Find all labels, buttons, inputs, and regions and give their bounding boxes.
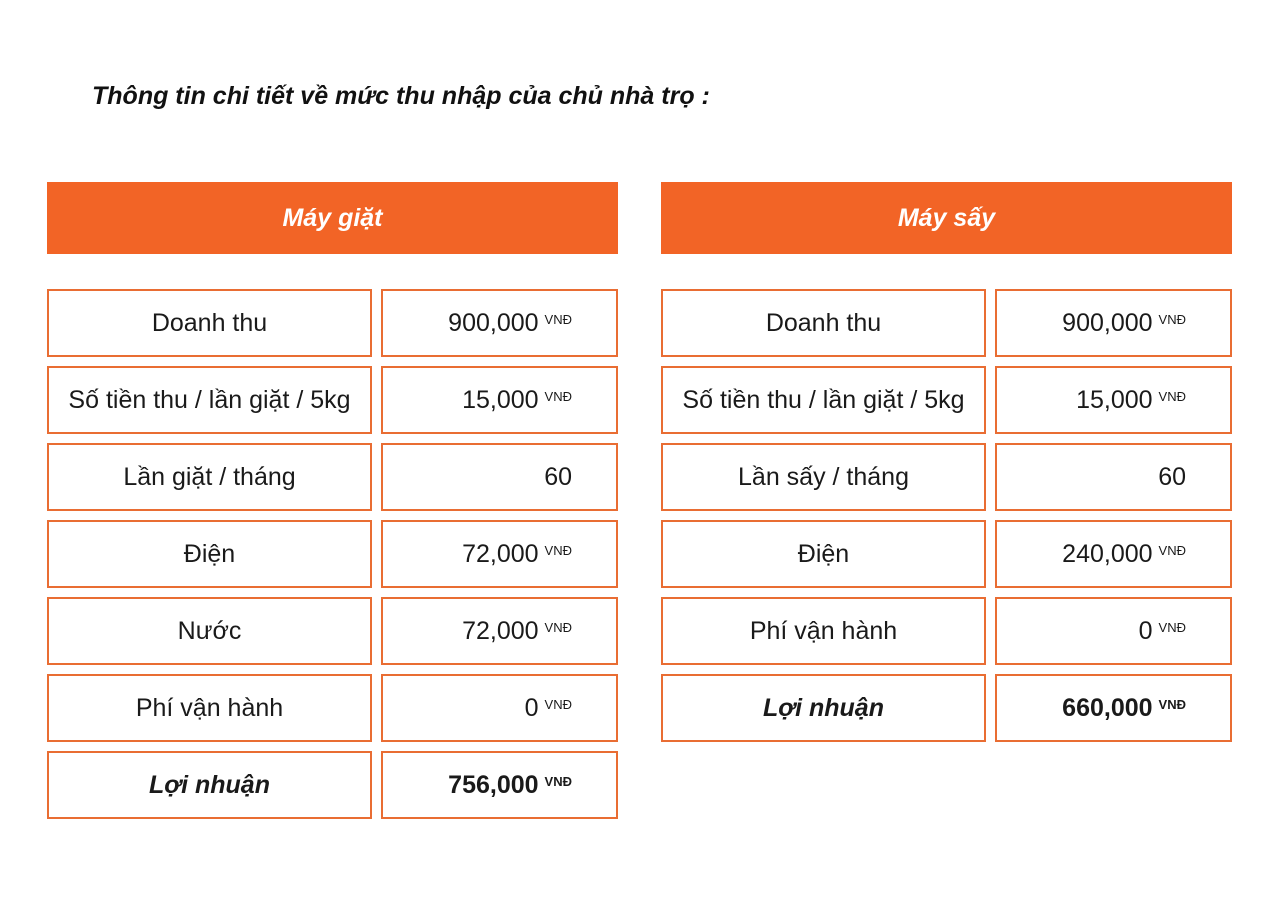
currency-unit: VNĐ [1158, 696, 1186, 712]
row-value-cell [381, 751, 618, 819]
row-value: 756,000 [448, 770, 539, 799]
income-table [47, 289, 618, 819]
row-value-cell [995, 597, 1232, 665]
table-row [661, 366, 1232, 434]
currency-unit: VNĐ [544, 696, 572, 712]
row-label: Điện [47, 520, 372, 588]
row-label: Doanh thu [47, 289, 372, 357]
row-label: Phí vận hành [47, 674, 372, 742]
row-label: Số tiền thu / lần giặt / 5kg [661, 366, 986, 434]
row-value-cell [381, 443, 618, 511]
currency-unit: VNĐ [1158, 542, 1186, 558]
panel-header: Máy giặt [47, 182, 618, 254]
row-value: 900,000 [1062, 308, 1153, 337]
row-value-cell [995, 289, 1232, 357]
currency-unit: VNĐ [1158, 311, 1186, 327]
row-label: Lợi nhuận [47, 751, 372, 819]
table-row [661, 289, 1232, 357]
row-value-cell [381, 366, 618, 434]
profit-row [661, 674, 1232, 742]
row-value: 240,000 [1062, 539, 1153, 568]
row-label: Nước [47, 597, 372, 665]
row-value-cell [995, 366, 1232, 434]
income-table [661, 289, 1232, 742]
table-row [47, 674, 618, 742]
table-row [661, 597, 1232, 665]
row-value: 60 [544, 462, 572, 491]
row-value-cell [381, 597, 618, 665]
row-value-cell [995, 520, 1232, 588]
row-value: 72,000 [462, 539, 539, 568]
currency-unit: VNĐ [544, 388, 572, 404]
row-value: 72,000 [462, 616, 539, 645]
washing-machine-panel [47, 182, 618, 828]
row-value: 0 [1138, 616, 1153, 645]
row-value-cell [995, 443, 1232, 511]
currency-unit: VNĐ [544, 619, 572, 635]
row-value-cell [381, 289, 618, 357]
table-row [47, 520, 618, 588]
profit-row [47, 751, 618, 819]
table-row [47, 366, 618, 434]
currency-unit: VNĐ [544, 311, 572, 327]
row-value: 60 [1158, 462, 1186, 491]
row-value: 15,000 [462, 385, 539, 414]
table-row [47, 443, 618, 511]
row-label: Điện [661, 520, 986, 588]
row-value: 660,000 [1062, 693, 1153, 722]
currency-unit: VNĐ [544, 773, 572, 789]
row-label: Lợi nhuận [661, 674, 986, 742]
table-row [47, 597, 618, 665]
table-row [47, 289, 618, 357]
row-label: Lần sấy / tháng [661, 443, 986, 511]
row-value-cell [381, 520, 618, 588]
row-label: Số tiền thu / lần giặt / 5kg [47, 366, 372, 434]
page-title: Thông tin chi tiết về mức thu nhập của chủ nhà trọ : [92, 82, 710, 110]
currency-unit: VNĐ [1158, 388, 1186, 404]
row-value-cell [381, 674, 618, 742]
row-label: Doanh thu [661, 289, 986, 357]
row-value: 0 [524, 693, 539, 722]
table-row [661, 520, 1232, 588]
panel-header: Máy sấy [661, 182, 1232, 254]
currency-unit: VNĐ [1158, 619, 1186, 635]
row-label: Phí vận hành [661, 597, 986, 665]
row-label: Lần giặt / tháng [47, 443, 372, 511]
dryer-panel [661, 182, 1232, 751]
row-value: 900,000 [448, 308, 539, 337]
row-value: 15,000 [1076, 385, 1153, 414]
row-value-cell [995, 674, 1232, 742]
table-row [661, 443, 1232, 511]
currency-unit: VNĐ [544, 542, 572, 558]
